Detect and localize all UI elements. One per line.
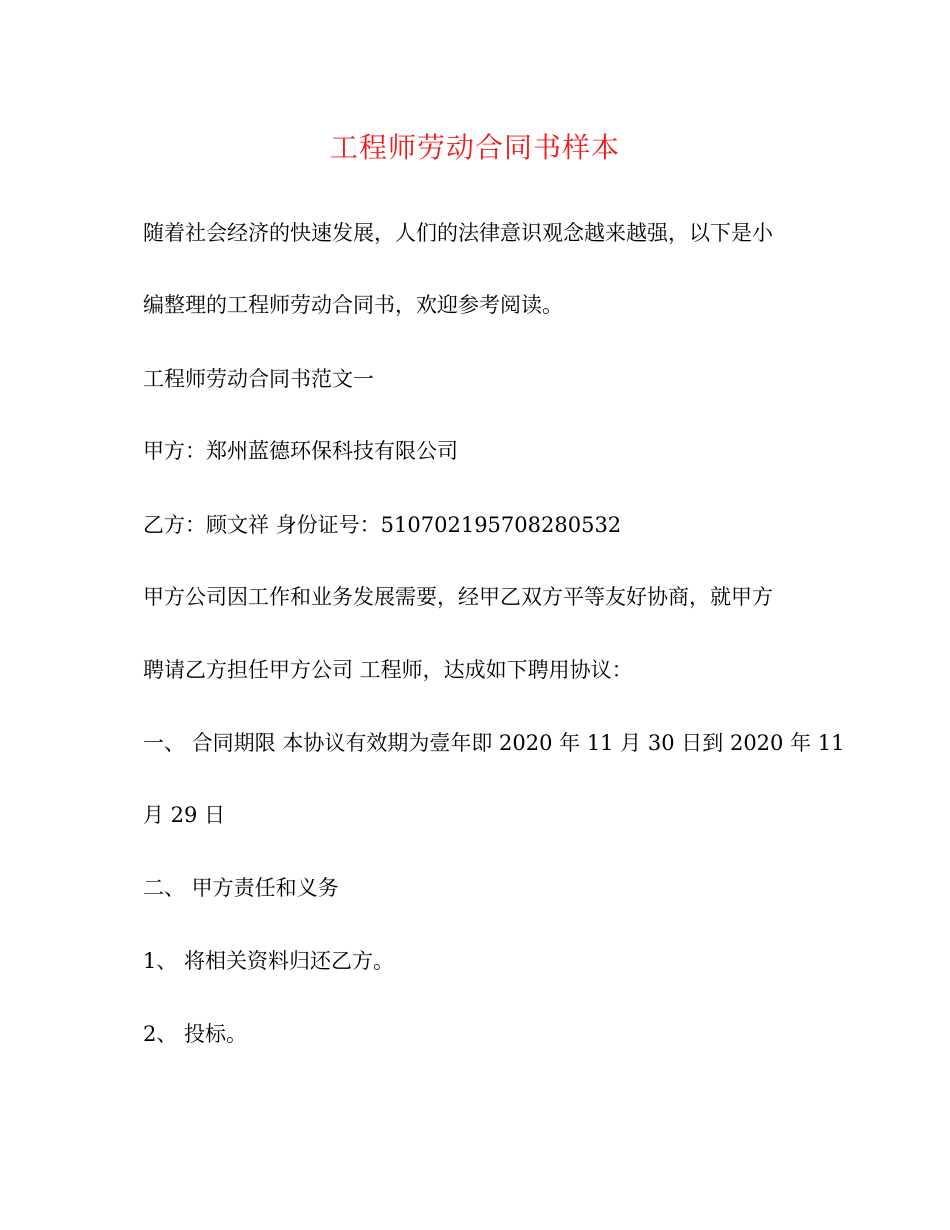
section-heading-sample-1: 工程师劳动合同书范文一 xyxy=(143,367,374,391)
duty-item-1: 1、 将相关资料归还乙方。 xyxy=(143,949,395,973)
document-title: 工程师劳动合同书样本 xyxy=(329,131,620,164)
clause-term-line-1: 一、 合同期限 本协议有效期为壹年即 2020 年 11 月 30 日到 2020 年 11 xyxy=(143,731,845,755)
intro-line-2: 编整理的工程师劳动合同书，欢迎参考阅读。 xyxy=(143,293,563,317)
clause-term-line-2: 月 29 日 xyxy=(143,803,226,827)
intro-line-1: 随着社会经济的快速发展，人们的法律意识观念越来越强，以下是小 xyxy=(143,221,773,245)
party-b-line: 乙方：顾文祥 身份证号：510702195708280532 xyxy=(143,513,622,537)
party-a-line: 甲方：郑州蓝德环保科技有限公司 xyxy=(143,439,458,463)
preamble-line-1: 甲方公司因工作和业务发展需要，经甲乙双方平等友好协商，就甲方 xyxy=(143,585,773,609)
duty-item-2: 2、 投标。 xyxy=(143,1022,248,1046)
preamble-line-2: 聘请乙方担任甲方公司 工程师，达成如下聘用协议： xyxy=(143,658,633,682)
clause-party-a-duties-heading: 二、 甲方责任和义务 xyxy=(143,876,339,900)
